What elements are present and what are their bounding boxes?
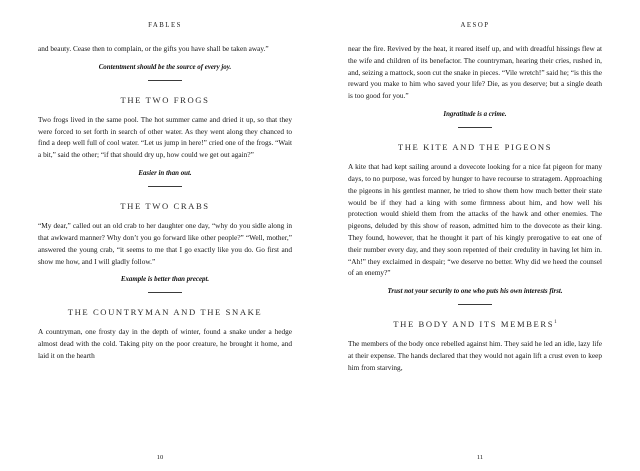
fable-body-countryman-and-snake: A countryman, one frosty day in the depth of winter, found a snake under a hedge almost dead with the cold. Taking pity on the poor creature, he brought it home, and laid it on the hearth — [38, 327, 292, 360]
moral-two-frogs: Easier in than out. — [138, 170, 192, 178]
folio-left: 10 — [156, 454, 164, 461]
running-head-right: AESOP — [460, 22, 490, 29]
section-divider — [458, 127, 492, 128]
moral-kite-and-pigeons: Trust not your security to one who puts his own interests first. — [387, 288, 563, 296]
fable-title-text: THE BODY AND ITS MEMBERS — [393, 319, 555, 330]
section-divider — [148, 186, 182, 187]
moral-two-crabs: Example is better than precept. — [120, 276, 210, 284]
folio-right: 11 — [476, 454, 484, 461]
continued-paragraph-right: near the fire. Revived by the heat, it reared itself up, and with dreadful hissings flew at the wife and children of its benefactor. The countryman, hearing their cries, rushed in, and, seizing a mattock, soon cut the snake in pieces. “Vile wretch!” said he; “is this the reward you make to him who saved your life? Die, as you deserve; but a single death is too good for you.” — [348, 44, 602, 101]
section-divider — [148, 80, 182, 81]
fable-body-body-and-members: The members of the body once rebelled against him. They said he led an idle, lazy life at their expense. The hands declared that they would not again lift a crust even to keep him from starving, — [348, 339, 602, 372]
fable-title-two-crabs: THE TWO CRABS — [120, 201, 210, 212]
moral-ingratitude: Ingratitude is a crime. — [443, 111, 507, 119]
continued-paragraph-left: and beauty. Cease then to complain, or the gifts you have shall be taken away.” — [38, 44, 269, 53]
moral-contentment: Contentment should be the source of every joy. — [98, 63, 232, 71]
fable-body-two-frogs: Two frogs lived in the same pool. The hot summer came and dried it up, so that they were forced to set forth in search of other water. As they went along they chanced to find a deep well full of cool water. “Let us jump in here!” cried one of the frogs. “Wait a bit,” said the other; “if that should dry up, how could we get out again?” — [38, 114, 292, 160]
running-head-left: FABLES — [148, 22, 182, 29]
fable-title-two-frogs: THE TWO FROGS — [120, 94, 210, 105]
fable-title-countryman-and-snake: THE COUNTRYMAN AND THE SNAKE — [67, 307, 263, 318]
section-divider — [458, 304, 492, 305]
fable-title-body-and-members — [348, 319, 602, 329]
fable-body-kite-and-pigeons: A kite that had kept sailing around a dovecote looking for a nice fat pigeon for many days, to no purpose, was forced by hunger to have recourse to stratagem. Approaching the pigeons in his gentlest manner, he tried to show them how much better their state would be if they had a king with some firmness about him, and how well his protection would shield them from the attacks of the hawk and other enemies. The pigeons, deluded by this show of reason, admitted him to the dovecote as their king. They found, however, that he thought it part of his kingly prerogative to eat one of their number every day, and they soon repented of their credulity in having let him in. “Ah!” they exclaimed in despair; “we deserve no better. Why did we heed the counsel of an enemy?” — [348, 162, 602, 278]
fable-body-two-crabs: “My dear,” called out an old crab to her daughter one day, “why do you sidle along in that awkward manner? Why don’t you go forward like other people?” “Well, mother,” answered the young crab, “it seems to me that I go exactly like you do. Go first and show me how, and I will gladly follow.” — [38, 221, 292, 266]
section-divider — [148, 292, 182, 293]
fable-title-kite-and-pigeons: THE KITE AND THE PIGEONS — [397, 142, 553, 153]
right-page — [320, 0, 640, 471]
footnote-marker: 1 — [554, 319, 557, 326]
